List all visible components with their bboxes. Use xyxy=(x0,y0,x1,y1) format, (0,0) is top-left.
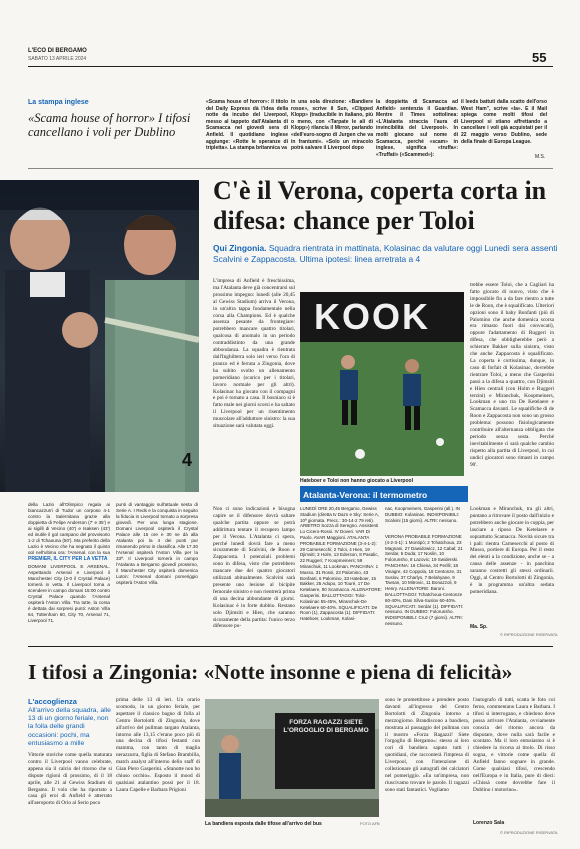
bottom-col-3: sono le promettitose a prendere posto davanti all'ingresso del Centro Bortolotti di Zingonia intorno a mezzogiorno. Brandiscono a bandiera, mostrata al passaggio del pullman con il mostro «Forza Ragazzi! Siete l'orgoglio di Bergamo»: stesso ai loro cori di bandiera saputo tutti i quotidiani, che racconterà l'impresa di Liverpool, con l'intenzione di collezionare gli autografi dei calciatori nel pomeriggio. «Eu un'impresa, non riuscivamo trovare le parole. Il ragazzi sono stati fantastici. Vogliamo xyxy=(385,697,469,793)
press-review-kicker: La stampa inglese xyxy=(28,99,89,106)
bottom-kicker: L'accoglienza xyxy=(28,697,77,706)
press-review-title: «Scama house of horror» I tifosi cancellano i voli per Dublino xyxy=(28,111,191,139)
press-review-rule xyxy=(28,168,553,169)
main-headline: C'è il Verona, coperta corta in difesa: chance per Toloi xyxy=(213,176,547,235)
stats-right-text: VERONA PROBABILE FORMAZIONE (4-2-3-1): 1 Montipò; 2 Tchatchoua, 23 Magnani, 27 Dawidowicz, 12 Cabal; 21 Serdar, 5 Duda; 17 Noslin, 10 Folorunsho, 8 Lazovic; 19 Swiderski. PANCHINA: 16 Chiesa, 34 Perilli; 18 Vinagre, 42 Coppola, 18 Centonze, 31 Suslov, 37 Charlys, 7 Belahyane, 9 Tavsan, 10 Mitrovic, 11 Bonazzoli, 9 Henry. ALLENATORE: Baroni. BALLOTTAGGI: Tchatchoua-Centonze 60-40%, Dani Silva-Suslov 60-40%. SQUALIFICATI: Serdar (1). DIFFIDATI: nessuno. IN DUBBIO: Folorunsho. INDISPONIBILI: Cruz (7 giorni). ALTRI: nessuno. xyxy=(385,534,464,626)
press-review-col-2: in una sola direzione: «Bandiere rosse», scrive il Sun, «Clipped Klopp» (traducibile in italiano, più o meno, con «Tarpate le ali di Klopp») rilancia il Mirror, parlando «dell'euro-sogno di Jurgen che va in frantumi». «Solo un miracolo potrà salvare il Liverpool dopo xyxy=(291,99,373,152)
left-sidebar-col-2: punti di vantaggio sull'attuale sesta di Serie A. I Reds e la conquista in seguito la fiducia in Liverpool tornato a sorpresa giovedì. Per una lunga stagione. Domani Liverpool ospiterà il Crystal Palace alle 15 ore e 30 ne dà alla Atalanta poi la 4 dei punti pur rimanendo primo in classifica. Alle 17.30 l'Arsenal ospiterà l'Aston Villa per la 33ª. Il Liverpool tornerà in campo l'Atalanta a Bergamo giovedì prossimo, il Manchester City ospiterà domenica Luton: l'Arsenal domani pomeriggio ospiterà l'Aston Villa. xyxy=(116,502,198,585)
fans-photo-caption: La bandiera esposta dalle tifose all'arrivo del bus xyxy=(205,821,322,827)
stats-rights: © RIPRODUZIONE RISERVATA xyxy=(500,632,558,637)
main-byline: Ma. Sp. xyxy=(470,624,488,630)
bottom-col-2: prima delle 13 di ieri. Un orario scomodo, in un giorno feriale, per aspettare il classico bagno di folla al Centro Bortolotti di Zingonia, dove all'arrivo del pullman targato Atalanta, intorno alle 13,15 c'erano poco più di una decina di tifosi festanti con mamma, con tanto di maglia nerazzurra, figlia di Stefano Brambilla, match analyst all'interno dello staff di Gian Piero Gasperini. «Stanotte non ho chiuso occhio». Esposto il mood di qualsiasi atalantino possi per il 18. Laura Capelle e Barbara Prigioni xyxy=(116,697,200,793)
players-photo xyxy=(0,180,199,492)
main-subhead xyxy=(213,243,558,265)
bottom-byline: Lorenzo Sala xyxy=(473,820,505,826)
players-illustration xyxy=(0,180,199,492)
left-sidebar-text-2: DOMANI LIVERPOOL E ARSENAL. Aspettando Arsenal e Liverpool il Manchester City (2-0 il Crystal Palace) tornerà in vetta. Il Liverpool torna a scendere in campo domani 15:00 contro Crystal Palace quando l'Arsenal ospiterà l'Aston Villa. Tra tutte, la corsa è dettata dai sorpresi punti: Aston Villa 64, Tottenham 60, City 70, Arsenal 71, Liverpool 71. xyxy=(28,564,110,623)
bottom-col-4: l'autografo di tutti, scatta le foto coi ferno, commentano Laura e Barbara. I tifosi si interrogano, e chiedono dove possa arrivare l'Atalanta, ovviamente conscia del ritorno ancora da disputare, dove nulla sarà facile e scontato. Ma il loro entusiasmo si è chiedere la ricorsa al titolo. Di risso sogna, e vittorie come quella di Anfield fanno sognare in grande. Come qualsiasi tifosi, crescendo nell'Europa e in Italia, pure di dieci: «Chissà come dovrebbe fare il Dublino i motorino». xyxy=(473,697,555,793)
page-number: 55 xyxy=(532,50,547,65)
main-col-3: trebbe essere Toloi, che a Cagliari ha fatto giocato di nuovo, visto che è impossibile fin a da fare rientro a tutte le de Roon, che è squalificato. Ulteriori opzioni sono il baby Bonfanti (più di Palomino che anche domenica scorsa era rimasto fuori dai convocati), oppure l'adattamento di Ruggeri in difesa, che obbligherebbe però a schierare Bakker sulla sinistra, visto che anche Zappacosta è squalificato. La coperta è cortissima, dunque, in caso di forfait di Kolasinac, dovrebbe rientrare Toloi, a meno che Gasperini passi a la difesa a quattro, con Djimsiti e Hien centrali (con Holm e Ruggeri terzini) e Miranchuk, Koopmeiners, Lookman e uno tra De Ketelaere e Scamacca davanti. Le squalifiche di de Roon e Zappacosta non sono un grosso problema: possono fisiologicamente contribuire all'alternanza obbligata che periodo senza sosta. Perché inevitabilmente ci sarà qualche cambio rispetto alla partita di Liverpool, in cui undici giocatori sono rimasti in campo 90'. xyxy=(470,282,554,468)
press-review-col-4: il leeds battuti dalla scatto dell'orso West Ham", scrive «la». E il Mail spiega come molti tifosi del Liverpool si stiano affrettando a cancellare i voli già acquistati per il 22 maggio verso Dublino, sede della finale di Europa League. xyxy=(461,99,547,145)
photo-banner-text: KOOK xyxy=(314,296,430,337)
stats-mid-text: nac, Koopmeiners, Gasperini (all.). IN DUBBIO: Kolasinac. INDISPONIBILI: Scalvini (15 giorni). ALTRI: nessuno. xyxy=(385,506,461,523)
masthead-paper: L'ECO DI BERGAMO xyxy=(28,48,87,54)
fans-photo xyxy=(205,699,379,817)
bottom-rights: © RIPRODUZIONE RISERVATA xyxy=(500,830,558,835)
fans-banner-text: FORZA RAGAZZI SIETE L'ORGOGLIO DI BERGAMO xyxy=(283,719,369,734)
masthead-rule xyxy=(28,66,553,67)
main-lead-kicker: Qui Zingonia. xyxy=(213,243,267,253)
training-photo xyxy=(300,292,464,476)
press-review-byline: M.S. xyxy=(535,154,546,160)
stats-box-title: Atalanta-Verona: il termometro xyxy=(300,488,468,502)
main-col-1: L'impresa di Anfield è freschissima, ma l'Atalanta deve già concentrarsi sul prossimo impegno: lunedì (alle 20,45 al Gewiss Stadium) arriva il Verona, in un'altra tappa fondamentale nella corsa alla Champions. Ed è qualche assenza pesante da frontegiare: potrebbero mancare quattro titolari, qualcosa di anomalo in un periodo contraddistinto da una grande abbondanza. La squadra è rientrata dall'Inghilterra solo ieri verso l'ora di pranzo ed è ferrata a Zingonia, dove ha subito svolto un allenamento pomeridiano (scarico per i titolari, lavoro normale per gli altri). Kolasinac ha giocato con il compagni e poi è tornato a casa. Il bosniaco si è fatto male nei giorni scorsi e ha saltato il Liverpool per un risentimento muscolare all'adduttore sinistro: la sua situazione sarà valutata oggi. xyxy=(213,278,295,430)
training-photo-caption: Hateboer e Toloi non hanno giocato a Liverpool xyxy=(300,478,413,484)
bottom-col-1: Vittorie storiche come quella maturata contro il Liverpool vanno celebrate, appena sia il calcio del ritorno che si dispute rigioni di prossimo, di il 18 aprile, alle 21 al Gewiss Stadium di Bergamo. Il volo che ha riportato a casa gli eroi di Anfield è atterrato all'aeroporto di Orio al Serio poco xyxy=(28,752,112,807)
stats-left-text: LUNEDÌ ORE 20,45 Bergamo, Gewiss Stadium (diretta tv Dazn e Sky: Serie A, 10ª giornata. Precc.: 30-14-2 79 reti). ARBITRO Sozza di Seregno. Assistenti Lo Cicero-Rossi. IV Doveri. VAR Di Paolo. AVAR Maggioni. ATALANTA PROBABILE FORMAZIONE (3-4-1-2): 29 Carnesecchi; 2 Toloi, 4 Hien, 19 Djimsiti; 3 Holm, 13 Ederson, 8 Pasalic, 22 Ruggeri; 7 Koopmeiners; 59 Miranchuk, 11 Lookman. PANCHINA: 1 Musso, 31 Rossi, 23 Palomino, 43 Bonfanti, 6 Palomino, 33 Hateboer, 15 Bakker, 25 Adopo, 10 Touré, 17 De Ketelaere, 90 Scamacca. ALLENATORE: Gasperini. BALLOTTAGGI: Toloi-Kolasinac 55-45%, Miranchuk-De Ketelaere 60-40%. SQUALIFICATI: De Roon (1), Zappacosta (1). DIFFIDATI: Hateboer, Lookman, Kolasi- xyxy=(300,506,382,622)
masthead-date: SABATO 13 APRILE 2024 xyxy=(28,56,87,62)
bottom-headline: I tifosi a Zingonia: «Notte insonne e piena di felicità» xyxy=(28,660,513,684)
left-sidebar-text-1: della Lazio all'Olimpico regala ai biancazzurri di Tudor un corposo 4-1 contro la Salernitana grazie alla doppietta di Felipe Anderson (7' e 35') e ai sigilli di Vecino (40') e Isaksen (43') ed inutile il gol campano del provvisorio 1-2 di Tchaouna (50'). Ma preferito della Lazio è Vecino che ha segnato il quinto gol nell'ultima ora: l'Arsenal, con la sua xyxy=(28,502,110,554)
left-sidebar-section: PREMIER, IL CITY PER LA VETTA xyxy=(28,556,108,562)
section-divider xyxy=(28,646,553,647)
jersey-number: 4 xyxy=(182,450,193,470)
press-review-col-3: la doppietta di Scamacca ad Anfield» sentenzia il Guardian. Mentre il Times sottolinea: «L'Atalanta straccia l'aura di invincibilità del Liverpool». In molti giocano sul nome di Scamacca, perché «scam» in inglese, significa «truffa»: «Truffati» («Scammed»): xyxy=(376,99,458,158)
main-col-2: Non ci sono indicazioni e bisogna capire se il difensore dovrà saltare qualche partita oppure se potrà addirittura tentare il recupero lampo per il Verona. L'Atalanta ci spera, perché lunedì dovrà fare a meno sicuramente di Scalvini, de Roon e Zappacosta. I potenziali problemi sono in difesa, visto che potrebbero mancare due dei quattro giocatori utilizzati abitualmente. Scalvini sarà presente uno lesione al bicipite femorale sinistro e non rientrerà prima di una decina abbondante di giorni. Kolasinac è in forte dubbio. Restano solo Djimsiti e Hien, che saranno sicuramente della partita: l'unico terzo difensore pu- xyxy=(213,506,295,630)
main-col-4: Lookman e Miranchuk, tra gli altri, puntano a ritrovare il posto dall'inizio e potrebbero anche giocare in coppia, per lasciare a riposo De Ketelaere e soprattutto Scamacca. Novità sicure tra i pali: rientra Carnesecchi al posto di Musso, portiere di Europa. Per il resto dei elenti a la condizione, anche se - a causa delle assenze - in panchina saranno costretti gli stessi ordinarii. Oggi, al Centro Bortolotti di Zingonia, è in programma un'altra seduta pomeridiana. xyxy=(470,506,554,595)
main-subhead-text: Squadra rientrata in mattinata, Kolasinac da valutare oggi Lunedì sera assenti Scalvini e Zappacosta. Ultima ipotesi: linea arretrata a 4 xyxy=(213,243,558,264)
fans-illustration xyxy=(205,699,379,817)
fans-photo-credit: FOTO AFB xyxy=(360,821,380,826)
bottom-intro: All'arrivo della squadra, alle 13 di un giorno feriale, non la folla delle grandi occasioni: pochi, ma entusiasmo a mille xyxy=(28,707,111,747)
press-review-col-1: «Scama house of horror»: il titolo del Daily Express dà l'idea della notte da incubo del Liverpool, messo al tappeto dall'Atalanta di Scamacca nel giovedì sera di Anfield. Il quotidiano inglese aggiunge: «Rotte le speranze di tripletta». La stampa britannica va xyxy=(206,99,288,152)
